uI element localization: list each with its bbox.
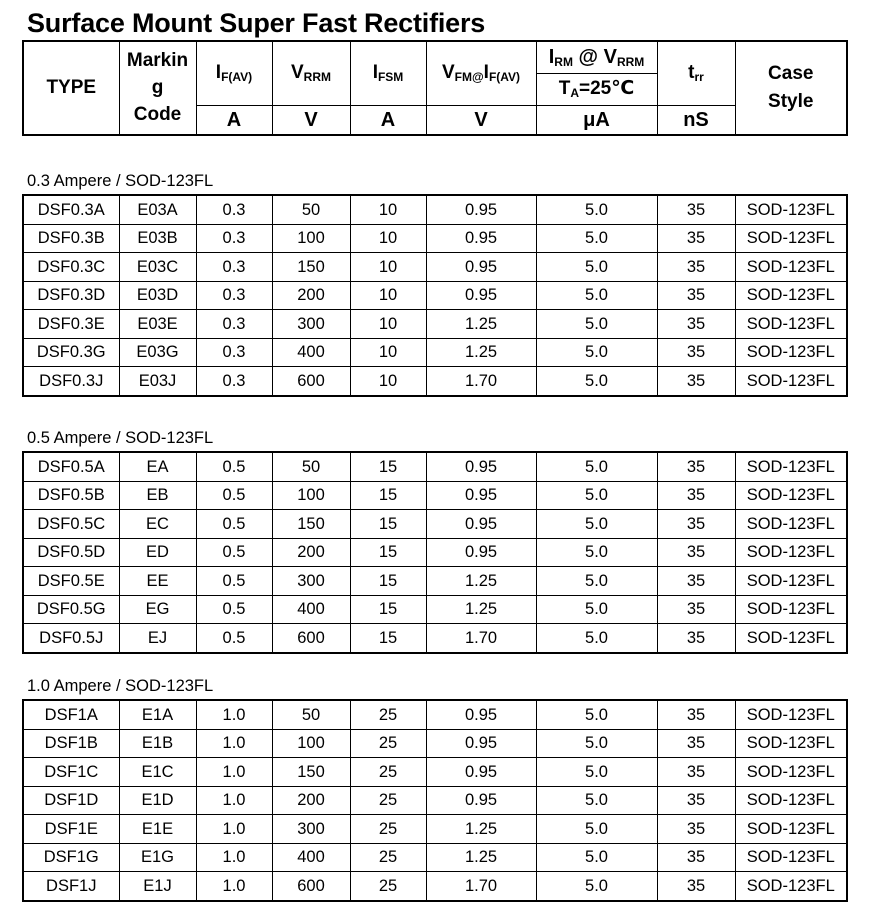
cell-irm: 5.0 bbox=[536, 510, 657, 539]
cell-case-style: SOD-123FL bbox=[735, 700, 847, 729]
section-label-0p5a: 0.5 Ampere / SOD-123FL bbox=[27, 429, 214, 447]
irm-sub1: RM bbox=[554, 55, 573, 70]
cell-case-style: SOD-123FL bbox=[735, 786, 847, 815]
vfm-base1: V bbox=[441, 62, 455, 84]
table-row bbox=[23, 624, 847, 653]
cell-irm: 5.0 bbox=[536, 700, 657, 729]
table-row bbox=[23, 481, 847, 510]
table-row bbox=[23, 510, 847, 539]
table-row bbox=[23, 224, 847, 253]
cell-if-av: 0.5 bbox=[196, 567, 272, 596]
cell-type: DSF1E bbox=[23, 815, 119, 844]
section-label-0p3a: 0.3 Ampere / SOD-123FL bbox=[27, 172, 214, 190]
cell-vrrm: 300 bbox=[272, 310, 350, 339]
cell-trr: 35 bbox=[657, 510, 735, 539]
cell-case-style: SOD-123FL bbox=[735, 595, 847, 624]
cell-type: DSF1C bbox=[23, 758, 119, 787]
header-vfm bbox=[426, 41, 536, 105]
table-row bbox=[23, 195, 847, 224]
cell-marking-code: E1B bbox=[119, 729, 196, 758]
table-row bbox=[23, 786, 847, 815]
cell-case-style: SOD-123FL bbox=[735, 253, 847, 282]
unit-ifsm: A bbox=[350, 105, 426, 135]
cell-vrrm: 600 bbox=[272, 367, 350, 396]
irm-at: @ bbox=[572, 46, 604, 69]
trr-sub: rr bbox=[694, 70, 704, 85]
cell-ifsm: 25 bbox=[350, 843, 426, 872]
cell-trr: 35 bbox=[657, 786, 735, 815]
cell-trr: 35 bbox=[657, 281, 735, 310]
cell-vfm: 1.25 bbox=[426, 310, 536, 339]
table-row bbox=[23, 595, 847, 624]
cell-vrrm: 150 bbox=[272, 510, 350, 539]
cell-if-av: 1.0 bbox=[196, 786, 272, 815]
irm-sub2: RRM bbox=[616, 55, 645, 70]
cell-vfm: 1.70 bbox=[426, 367, 536, 396]
cell-marking-code: EB bbox=[119, 481, 196, 510]
cell-irm: 5.0 bbox=[536, 481, 657, 510]
header-ifsm bbox=[350, 41, 426, 105]
cell-if-av: 0.3 bbox=[196, 310, 272, 339]
cell-if-av: 0.5 bbox=[196, 481, 272, 510]
cell-marking-code: E03J bbox=[119, 367, 196, 396]
header-ifav bbox=[196, 41, 272, 105]
ifav-base: I bbox=[215, 62, 222, 84]
cell-marking-code: ED bbox=[119, 538, 196, 567]
irm-cond-sub: A bbox=[570, 86, 580, 100]
cell-case-style: SOD-123FL bbox=[735, 538, 847, 567]
trr-base: t bbox=[688, 62, 695, 84]
unit-trr: nS bbox=[657, 105, 735, 135]
cell-irm: 5.0 bbox=[536, 538, 657, 567]
cell-marking-code: E03A bbox=[119, 195, 196, 224]
vfm-sub2: F(AV) bbox=[488, 70, 521, 85]
cell-irm: 5.0 bbox=[536, 815, 657, 844]
cell-if-av: 0.5 bbox=[196, 510, 272, 539]
cell-vfm: 0.95 bbox=[426, 224, 536, 253]
cell-trr: 35 bbox=[657, 538, 735, 567]
cell-vrrm: 150 bbox=[272, 253, 350, 282]
table-row bbox=[23, 367, 847, 396]
cell-marking-code: EC bbox=[119, 510, 196, 539]
cell-case-style: SOD-123FL bbox=[735, 224, 847, 253]
cell-trr: 35 bbox=[657, 481, 735, 510]
unit-vrrm: V bbox=[272, 105, 350, 135]
cell-marking-code: E1G bbox=[119, 843, 196, 872]
table-row bbox=[23, 567, 847, 596]
cell-ifsm: 10 bbox=[350, 310, 426, 339]
cell-type: DSF0.5G bbox=[23, 595, 119, 624]
cell-case-style: SOD-123FL bbox=[735, 310, 847, 339]
cell-irm: 5.0 bbox=[536, 452, 657, 481]
header-case-line1: Case bbox=[768, 63, 814, 84]
cell-marking-code: E03E bbox=[119, 310, 196, 339]
spec-table-header bbox=[22, 40, 848, 136]
cell-vrrm: 100 bbox=[272, 729, 350, 758]
cell-marking-code: E03B bbox=[119, 224, 196, 253]
cell-trr: 35 bbox=[657, 700, 735, 729]
cell-if-av: 1.0 bbox=[196, 843, 272, 872]
cell-type: DSF0.5C bbox=[23, 510, 119, 539]
cell-trr: 35 bbox=[657, 758, 735, 787]
cell-vfm: 0.95 bbox=[426, 538, 536, 567]
section-label-1p0a: 1.0 Ampere / SOD-123FL bbox=[27, 677, 214, 695]
cell-vrrm: 150 bbox=[272, 758, 350, 787]
cell-ifsm: 15 bbox=[350, 452, 426, 481]
cell-type: DSF1J bbox=[23, 872, 119, 901]
table-row bbox=[23, 758, 847, 787]
cell-irm: 5.0 bbox=[536, 195, 657, 224]
header-marking-line1: Markin bbox=[126, 50, 189, 71]
cell-ifsm: 10 bbox=[350, 338, 426, 367]
cell-trr: 35 bbox=[657, 872, 735, 901]
header-irm-condition bbox=[536, 73, 657, 105]
cell-if-av: 0.3 bbox=[196, 195, 272, 224]
vfm-sub1: FM@ bbox=[454, 70, 484, 85]
cell-if-av: 1.0 bbox=[196, 700, 272, 729]
cell-vfm: 1.25 bbox=[426, 843, 536, 872]
header-vrrm bbox=[272, 41, 350, 105]
cell-trr: 35 bbox=[657, 367, 735, 396]
cell-type: DSF0.5A bbox=[23, 452, 119, 481]
cell-case-style: SOD-123FL bbox=[735, 729, 847, 758]
cell-trr: 35 bbox=[657, 452, 735, 481]
cell-marking-code: EE bbox=[119, 567, 196, 596]
cell-trr: 35 bbox=[657, 195, 735, 224]
cell-vrrm: 300 bbox=[272, 567, 350, 596]
header-trr bbox=[657, 41, 735, 105]
cell-vfm: 0.95 bbox=[426, 281, 536, 310]
cell-vrrm: 300 bbox=[272, 815, 350, 844]
header-marking-code bbox=[119, 41, 196, 135]
cell-ifsm: 25 bbox=[350, 729, 426, 758]
cell-type: DSF0.5D bbox=[23, 538, 119, 567]
cell-vfm: 1.25 bbox=[426, 567, 536, 596]
cell-vfm: 0.95 bbox=[426, 786, 536, 815]
cell-irm: 5.0 bbox=[536, 224, 657, 253]
section-table-0p3a bbox=[22, 194, 848, 397]
cell-irm: 5.0 bbox=[536, 872, 657, 901]
unit-ifav: A bbox=[196, 105, 272, 135]
cell-marking-code: E03C bbox=[119, 253, 196, 282]
cell-ifsm: 10 bbox=[350, 195, 426, 224]
cell-case-style: SOD-123FL bbox=[735, 815, 847, 844]
cell-irm: 5.0 bbox=[536, 786, 657, 815]
header-type: TYPE bbox=[23, 41, 119, 135]
cell-if-av: 1.0 bbox=[196, 758, 272, 787]
cell-vrrm: 50 bbox=[272, 195, 350, 224]
cell-trr: 35 bbox=[657, 253, 735, 282]
ifsm-sub: FSM bbox=[377, 70, 404, 85]
cell-type: DSF1B bbox=[23, 729, 119, 758]
cell-case-style: SOD-123FL bbox=[735, 452, 847, 481]
cell-case-style: SOD-123FL bbox=[735, 481, 847, 510]
table-row bbox=[23, 815, 847, 844]
cell-vfm: 0.95 bbox=[426, 452, 536, 481]
cell-case-style: SOD-123FL bbox=[735, 338, 847, 367]
cell-ifsm: 25 bbox=[350, 815, 426, 844]
cell-irm: 5.0 bbox=[536, 758, 657, 787]
cell-case-style: SOD-123FL bbox=[735, 281, 847, 310]
header-marking-line3: Code bbox=[133, 104, 182, 125]
cell-vrrm: 200 bbox=[272, 786, 350, 815]
section-table-0p5a bbox=[22, 451, 848, 654]
cell-vrrm: 200 bbox=[272, 281, 350, 310]
cell-case-style: SOD-123FL bbox=[735, 510, 847, 539]
cell-if-av: 0.3 bbox=[196, 367, 272, 396]
table-row bbox=[23, 538, 847, 567]
cell-vrrm: 200 bbox=[272, 538, 350, 567]
cell-case-style: SOD-123FL bbox=[735, 567, 847, 596]
header-case-style bbox=[735, 41, 847, 135]
cell-marking-code: E1E bbox=[119, 815, 196, 844]
cell-irm: 5.0 bbox=[536, 595, 657, 624]
header-case-line2: Style bbox=[768, 91, 814, 112]
cell-irm: 5.0 bbox=[536, 843, 657, 872]
cell-case-style: SOD-123FL bbox=[735, 843, 847, 872]
cell-case-style: SOD-123FL bbox=[735, 872, 847, 901]
cell-ifsm: 15 bbox=[350, 538, 426, 567]
cell-vfm: 1.25 bbox=[426, 815, 536, 844]
cell-marking-code: E03D bbox=[119, 281, 196, 310]
section-table-1p0a bbox=[22, 699, 848, 902]
cell-marking-code: E1A bbox=[119, 700, 196, 729]
cell-if-av: 0.3 bbox=[196, 281, 272, 310]
irm-base1: I bbox=[548, 46, 555, 69]
unit-vfm: V bbox=[426, 105, 536, 135]
header-irm bbox=[536, 41, 657, 73]
cell-trr: 35 bbox=[657, 815, 735, 844]
cell-case-style: SOD-123FL bbox=[735, 758, 847, 787]
cell-if-av: 0.5 bbox=[196, 624, 272, 653]
cell-vrrm: 600 bbox=[272, 872, 350, 901]
cell-vrrm: 400 bbox=[272, 595, 350, 624]
cell-irm: 5.0 bbox=[536, 367, 657, 396]
table-row bbox=[23, 338, 847, 367]
cell-if-av: 1.0 bbox=[196, 872, 272, 901]
cell-irm: 5.0 bbox=[536, 338, 657, 367]
cell-vfm: 0.95 bbox=[426, 729, 536, 758]
cell-vrrm: 400 bbox=[272, 338, 350, 367]
cell-trr: 35 bbox=[657, 310, 735, 339]
cell-vfm: 1.25 bbox=[426, 595, 536, 624]
cell-irm: 5.0 bbox=[536, 253, 657, 282]
cell-case-style: SOD-123FL bbox=[735, 195, 847, 224]
cell-vfm: 1.70 bbox=[426, 624, 536, 653]
cell-ifsm: 15 bbox=[350, 624, 426, 653]
cell-ifsm: 10 bbox=[350, 253, 426, 282]
ifsm-base: I bbox=[372, 62, 378, 84]
cell-type: DSF0.3C bbox=[23, 253, 119, 282]
cell-vfm: 1.25 bbox=[426, 338, 536, 367]
table-row bbox=[23, 281, 847, 310]
cell-type: DSF0.3J bbox=[23, 367, 119, 396]
cell-if-av: 0.5 bbox=[196, 595, 272, 624]
cell-vfm: 0.95 bbox=[426, 700, 536, 729]
cell-type: DSF0.3D bbox=[23, 281, 119, 310]
cell-ifsm: 10 bbox=[350, 281, 426, 310]
cell-type: DSF0.5E bbox=[23, 567, 119, 596]
table-row bbox=[23, 729, 847, 758]
unit-irm: μA bbox=[536, 105, 657, 135]
cell-if-av: 0.3 bbox=[196, 338, 272, 367]
cell-marking-code: E1C bbox=[119, 758, 196, 787]
cell-vfm: 0.95 bbox=[426, 481, 536, 510]
cell-ifsm: 25 bbox=[350, 786, 426, 815]
cell-ifsm: 10 bbox=[350, 224, 426, 253]
cell-ifsm: 25 bbox=[350, 758, 426, 787]
cell-type: DSF0.3B bbox=[23, 224, 119, 253]
cell-marking-code: E03G bbox=[119, 338, 196, 367]
cell-vrrm: 50 bbox=[272, 700, 350, 729]
cell-ifsm: 15 bbox=[350, 510, 426, 539]
irm-base2: V bbox=[603, 46, 617, 69]
cell-irm: 5.0 bbox=[536, 624, 657, 653]
cell-vrrm: 600 bbox=[272, 624, 350, 653]
cell-trr: 35 bbox=[657, 338, 735, 367]
cell-if-av: 0.3 bbox=[196, 253, 272, 282]
table-row bbox=[23, 452, 847, 481]
irm-cond-val: =25℃ bbox=[579, 78, 635, 99]
cell-vfm: 0.95 bbox=[426, 510, 536, 539]
cell-marking-code: E1J bbox=[119, 872, 196, 901]
cell-type: DSF0.5B bbox=[23, 481, 119, 510]
cell-ifsm: 10 bbox=[350, 367, 426, 396]
cell-vrrm: 100 bbox=[272, 481, 350, 510]
page-title: Surface Mount Super Fast Rectifiers bbox=[27, 8, 486, 38]
cell-vfm: 0.95 bbox=[426, 195, 536, 224]
table-row bbox=[23, 253, 847, 282]
cell-case-style: SOD-123FL bbox=[735, 367, 847, 396]
cell-ifsm: 25 bbox=[350, 872, 426, 901]
irm-cond-base: T bbox=[558, 78, 571, 99]
cell-vrrm: 50 bbox=[272, 452, 350, 481]
cell-vrrm: 100 bbox=[272, 224, 350, 253]
table-row bbox=[23, 700, 847, 729]
cell-trr: 35 bbox=[657, 624, 735, 653]
cell-ifsm: 15 bbox=[350, 595, 426, 624]
cell-if-av: 0.3 bbox=[196, 224, 272, 253]
cell-ifsm: 15 bbox=[350, 567, 426, 596]
cell-case-style: SOD-123FL bbox=[735, 624, 847, 653]
cell-irm: 5.0 bbox=[536, 310, 657, 339]
cell-ifsm: 25 bbox=[350, 700, 426, 729]
cell-type: DSF1D bbox=[23, 786, 119, 815]
cell-trr: 35 bbox=[657, 843, 735, 872]
vrrm-sub: RRM bbox=[303, 70, 331, 85]
cell-vrrm: 400 bbox=[272, 843, 350, 872]
cell-vfm: 0.95 bbox=[426, 253, 536, 282]
cell-type: DSF0.3E bbox=[23, 310, 119, 339]
cell-trr: 35 bbox=[657, 224, 735, 253]
cell-vfm: 0.95 bbox=[426, 758, 536, 787]
cell-irm: 5.0 bbox=[536, 281, 657, 310]
cell-vfm: 1.70 bbox=[426, 872, 536, 901]
cell-marking-code: E1D bbox=[119, 786, 196, 815]
cell-trr: 35 bbox=[657, 729, 735, 758]
vfm-base2: I bbox=[483, 62, 489, 84]
cell-type: DSF0.3A bbox=[23, 195, 119, 224]
cell-type: DSF0.3G bbox=[23, 338, 119, 367]
cell-marking-code: EG bbox=[119, 595, 196, 624]
cell-irm: 5.0 bbox=[536, 729, 657, 758]
vrrm-base: V bbox=[290, 62, 304, 84]
cell-irm: 5.0 bbox=[536, 567, 657, 596]
cell-marking-code: EA bbox=[119, 452, 196, 481]
cell-trr: 35 bbox=[657, 567, 735, 596]
ifav-sub: F(AV) bbox=[221, 70, 253, 85]
table-row bbox=[23, 310, 847, 339]
cell-if-av: 1.0 bbox=[196, 729, 272, 758]
cell-marking-code: EJ bbox=[119, 624, 196, 653]
cell-if-av: 0.5 bbox=[196, 538, 272, 567]
cell-type: DSF1A bbox=[23, 700, 119, 729]
cell-ifsm: 15 bbox=[350, 481, 426, 510]
cell-if-av: 0.5 bbox=[196, 452, 272, 481]
header-marking-line2: g bbox=[151, 77, 164, 98]
cell-type: DSF1G bbox=[23, 843, 119, 872]
cell-type: DSF0.5J bbox=[23, 624, 119, 653]
table-row bbox=[23, 843, 847, 872]
cell-trr: 35 bbox=[657, 595, 735, 624]
table-row bbox=[23, 872, 847, 901]
cell-if-av: 1.0 bbox=[196, 815, 272, 844]
